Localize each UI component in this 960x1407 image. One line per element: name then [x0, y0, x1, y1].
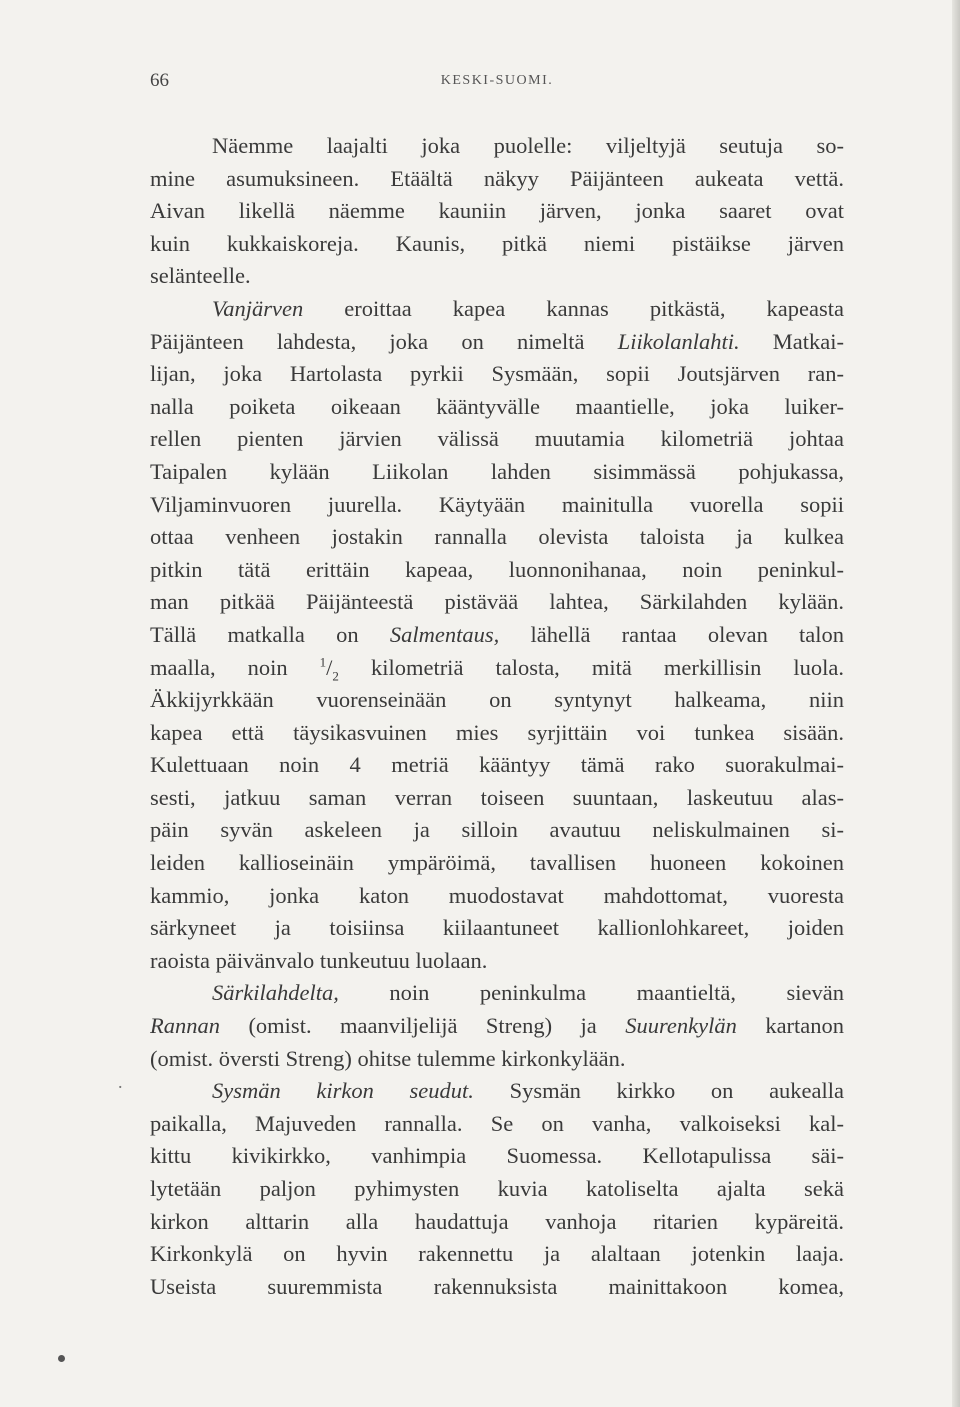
- fraction-numerator: 1: [319, 654, 327, 669]
- text-line: paikalla, Majuveden rannalla. Se on vanha, valkoiseksi kal-: [150, 1110, 844, 1136]
- margin-mark: .: [118, 1072, 123, 1092]
- text-line: selänteelle.: [150, 263, 251, 289]
- text-line: Taipalen kylään Liikolan lahden sisimmässä pohjukassa,: [150, 458, 844, 484]
- text-span: noin peninkulma maantieltä, sievän: [389, 980, 844, 1006]
- running-head: KESKI-SUOMI.: [440, 73, 554, 88]
- text-span: kilometriä talosta, mitä merkillisin luola.: [370, 654, 844, 680]
- text-line: [150, 1075, 844, 1108]
- section-heading: Sysmän kirkon seudut.: [212, 1078, 474, 1104]
- place-name: Särkilahdelta,: [212, 980, 339, 1006]
- place-name: Salmentaus,: [389, 621, 500, 647]
- text-span: lähellä rantaa olevan talon: [530, 621, 844, 647]
- ink-dot: [58, 1355, 65, 1362]
- fraction-half: $^1/_2$: [319, 654, 339, 683]
- text-line: kapea että täysikasvuinen mies syrjittäin voi tunkea sisään.: [150, 719, 844, 745]
- text-line: [150, 652, 844, 685]
- text-line: Viljaminvuoren juurella. Käytyään mainitulla vuorella sopii: [150, 491, 844, 517]
- text-line: (omist. översti Streng) ohitse tulemme kirkonkylään.: [150, 1045, 626, 1071]
- text-line: [150, 619, 844, 652]
- text-line: kuin kukkaiskoreja. Kaunis, pitkä niemi pistäikse järven: [150, 230, 844, 256]
- text-line: [150, 326, 844, 359]
- text-line: [150, 977, 844, 1010]
- text-line: lijan, joka Hartolasta pyrkii Sysmään, sopii Joutsjärven ran-: [150, 361, 844, 387]
- text-line: pitkin tätä erittäin kapeaa, luonnonihanaa, noin peninkul-: [150, 556, 844, 582]
- text-line: kittu kivikirkko, vanhimpia Suomessa. Kellotapulissa säi-: [150, 1143, 844, 1169]
- text-line: leiden kallioseinäin ympäröimä, tavallisen huoneen kokoinen: [150, 850, 844, 876]
- text-span: Sysmän kirkko on aukealla: [509, 1078, 844, 1104]
- body-text: [150, 130, 844, 1303]
- text-line: man pitkää Päijänteestä pistävää lahtea, Särkilahden kylään.: [150, 589, 844, 615]
- text-span: (omist. maanviljelijä Streng) ja: [248, 1013, 597, 1039]
- place-name: Liikolanlahti.: [617, 328, 740, 354]
- text-line: [150, 293, 844, 326]
- text-line: Aivan likellä näemme kauniin järven, jonka saaret ovat: [150, 198, 844, 224]
- page-edge: [952, 0, 960, 1407]
- text-line: Useista suuremmista rakennuksista mainittakoon komea,: [150, 1273, 844, 1299]
- text-line: Kirkonkylä on hyvin rakennettu ja alaltaan jotenkin laaja.: [150, 1241, 844, 1267]
- place-name: Rannan: [150, 1013, 220, 1039]
- text-line: ottaa venheen jostakin rannalla olevista taloista ja kulkea: [150, 524, 844, 550]
- text-span: kartanon: [765, 1013, 844, 1039]
- text-line: raoista päivänvalo tunkeutuu luolaan.: [150, 947, 488, 973]
- place-name: Vanjärven: [212, 295, 304, 321]
- place-name: Suurenkylän: [625, 1013, 737, 1039]
- text-line: mine asumuksineen. Etäältä näkyy Päijänteen aukeata vettä.: [150, 165, 844, 191]
- text-span: Tällä matkalla on: [150, 621, 359, 647]
- text-line: nalla poiketa oikeaan kääntyvälle maantielle, joka luiker-: [150, 393, 844, 419]
- text-line: särkyneet ja toisiinsa kiilaantuneet kallionlohkareet, joiden: [150, 915, 844, 941]
- text-line: päin syvän askeleen ja silloin avautuu neliskulmainen si-: [150, 817, 844, 843]
- text-line: Näemme laajalti joka puolelle: viljeltyjä seutuja so-: [212, 133, 844, 158]
- page-number: 66: [150, 70, 169, 91]
- page-header: [150, 70, 844, 100]
- text-line: Kulettuaan noin 4 metriä kääntyy tämä rako suorakulmai-: [150, 752, 844, 778]
- text-line: kammio, jonka katon muodostavat mahdottomat, vuoresta: [150, 882, 844, 908]
- text-line: Äkkijyrkkään vuorenseinään on syntynyt halkeama, niin: [150, 687, 844, 713]
- text-line: sesti, jatkuu saman verran toiseen suuntaan, laskeutuu alas-: [150, 784, 844, 810]
- text-line: rellen pienten järvien välissä muutamia kilometriä johtaa: [150, 426, 844, 452]
- fraction-denominator: 2: [332, 668, 339, 683]
- text-line: [150, 1010, 844, 1043]
- text-line: lytetään paljon pyhimysten kuvia katoliselta ajalta sekä: [150, 1176, 844, 1201]
- text-span: Matkai-: [772, 328, 844, 354]
- text-line: kirkon alttarin alla haudattuja vanhoja ritarien kypäreitä.: [150, 1208, 844, 1234]
- text-span: maalla, noin: [150, 654, 288, 680]
- text-span: eroittaa kapea kannas pitkästä, kapeasta: [344, 295, 844, 321]
- text-span: Päijänteen lahdesta, joka on nimeltä: [150, 328, 585, 354]
